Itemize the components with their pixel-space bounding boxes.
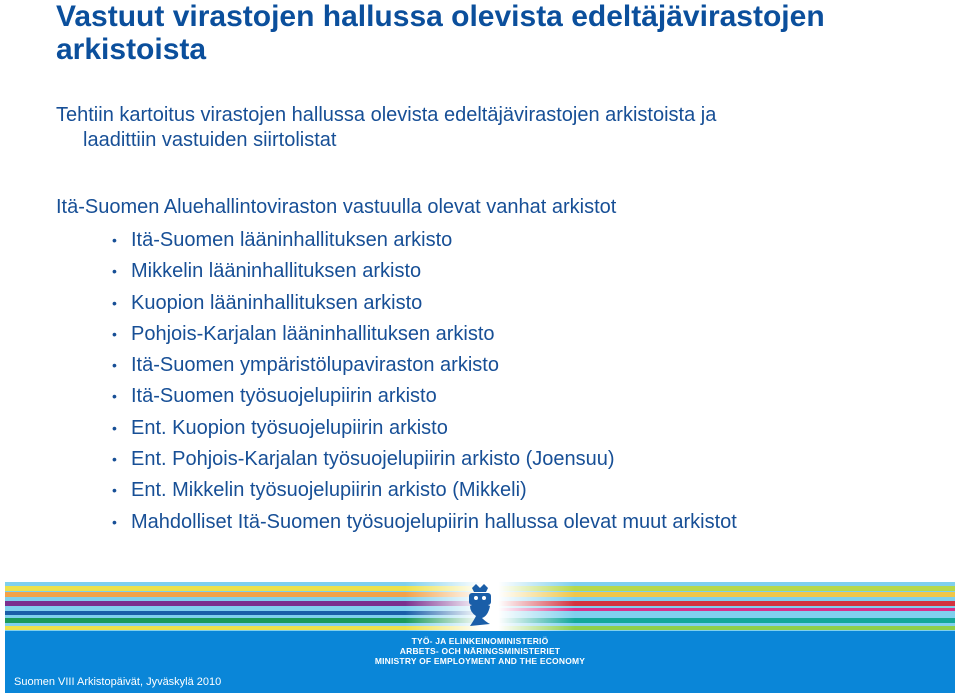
bullet-icon: •: [112, 325, 117, 342]
ministry-name: TYÖ- JA ELINKEINOMINISTERIÖ ARBETS- OCH NÄRINGSMINISTERIET MINISTRY OF EMPLOYMENT AND THE ECONOMY: [374, 636, 586, 666]
list-item: • Ent. Pohjois-Karjalan työsuojelupiirin arkisto (Joensuu): [112, 444, 737, 475]
bullet-icon: •: [112, 419, 117, 436]
list-item: • Itä-Suomen työsuojelupiirin arkisto: [112, 381, 737, 412]
bullet-icon: •: [112, 263, 117, 280]
intro-paragraph: [56, 103, 716, 153]
bullet-icon: •: [112, 232, 117, 248]
event-footer: Suomen VIII Arkistopäivät, Jyväskylä 2010: [14, 676, 222, 688]
section-heading: Itä-Suomen Aluehallintoviraston vastuulla olevat vanhat arkistot: [56, 196, 617, 218]
bullet-icon: •: [112, 388, 117, 405]
bullet-icon: •: [112, 513, 117, 530]
list-item: • Ent. Mikkelin työsuojelupiirin arkisto (Mikkeli): [112, 475, 737, 506]
intro-line-1: Tehtiin kartoitus virastojen hallussa olevista edeltäjävirastojen arkistoista ja: [56, 104, 717, 126]
intro-line-2: laadittiin vastuiden siirtolistat: [83, 129, 337, 151]
list-item: • Itä-Suomen lääninhallituksen arkisto: [112, 225, 737, 256]
lion-coat-of-arms-icon: [462, 584, 498, 628]
list-item: • Mahdolliset Itä-Suomen työsuojelupiirin hallussa olevat muut arkistot: [112, 507, 737, 538]
bullet-icon: •: [112, 294, 117, 311]
list-item: • Itä-Suomen ympäristölupaviraston arkisto: [112, 350, 737, 381]
archive-list: [112, 225, 737, 538]
bullet-icon: •: [112, 357, 117, 374]
list-item: • Kuopion lääninhallituksen arkisto: [112, 288, 737, 319]
list-item: • Ent. Kuopion työsuojelupiirin arkisto: [112, 413, 737, 444]
bullet-icon: •: [112, 482, 117, 499]
list-item: • Pohjois-Karjalan lääninhallituksen arkisto: [112, 319, 737, 350]
slide-title: Vastuut virastojen hallussa olevista edeltäjävirastojen arkistoista: [56, 0, 825, 66]
bullet-icon: •: [112, 451, 117, 468]
list-item: • Mikkelin lääninhallituksen arkisto: [112, 256, 737, 287]
